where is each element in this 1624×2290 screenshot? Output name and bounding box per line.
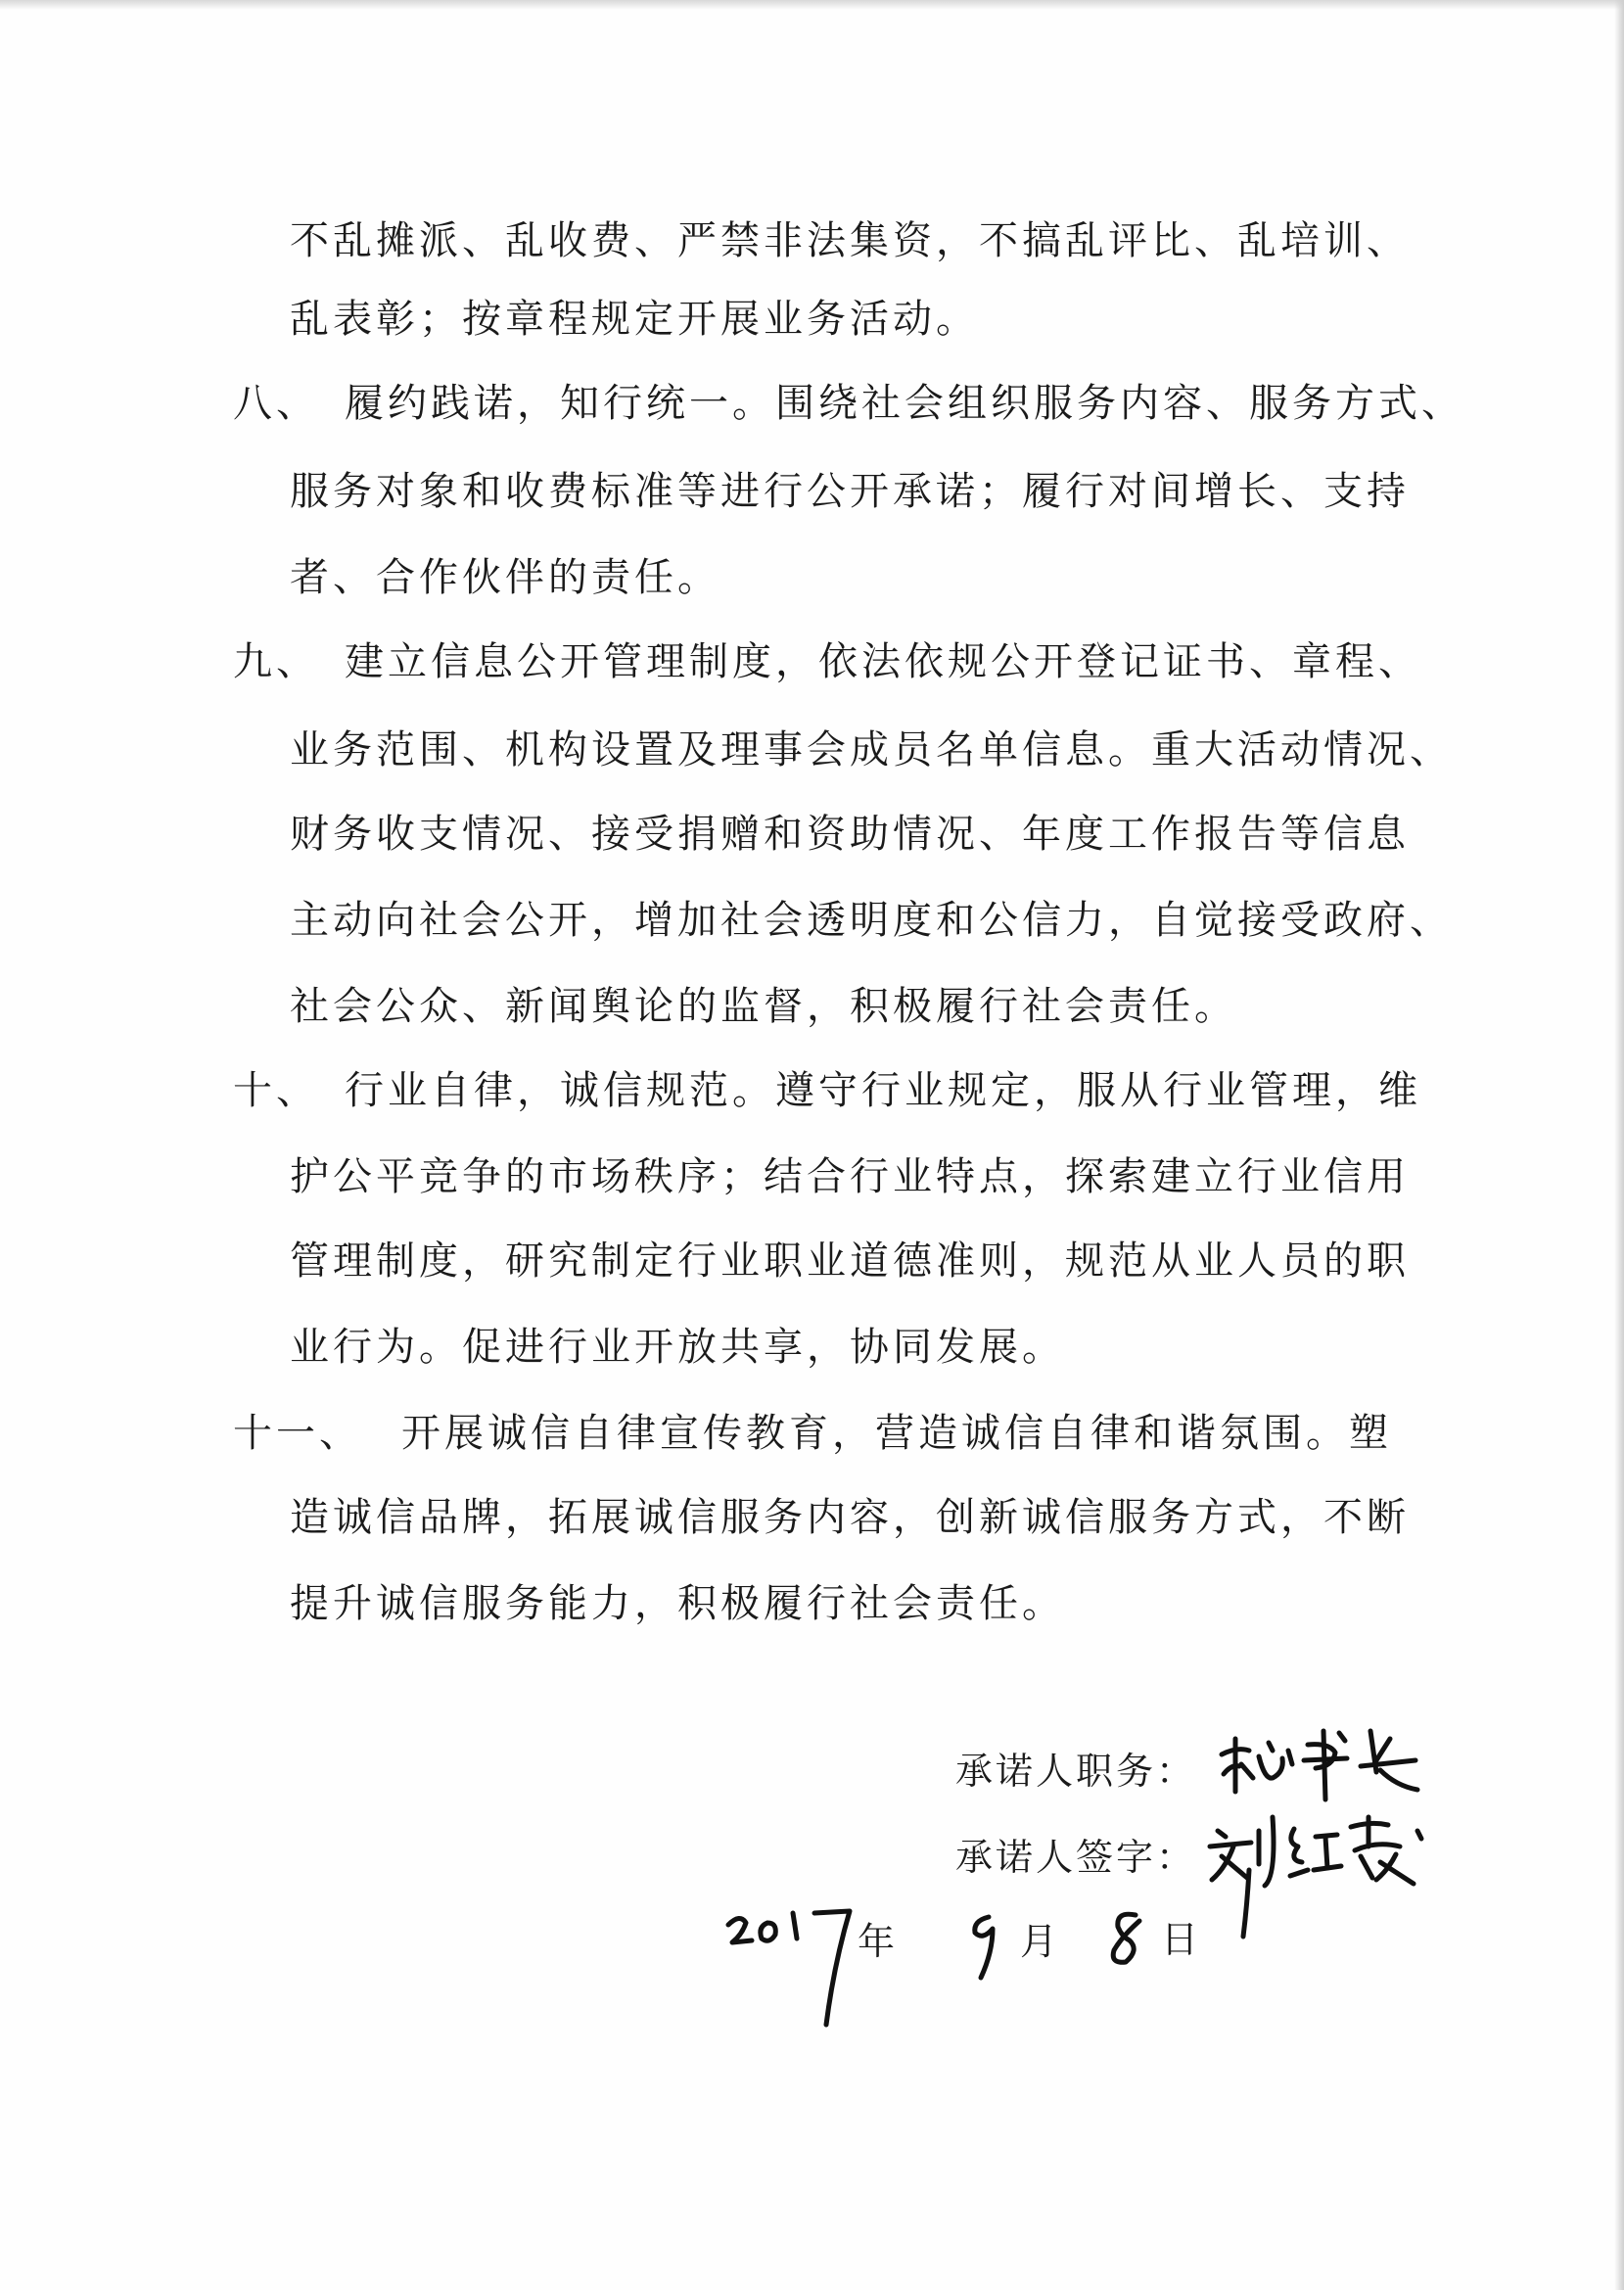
- handwritten-month: [959, 1909, 1018, 1987]
- item-8-number: 八、: [233, 381, 319, 426]
- handwritten-year: [724, 1905, 871, 2033]
- item-9-line-2: 业务范围、机构设置及理事会成员名单信息。重大活动情况、: [290, 727, 1453, 772]
- year-label: 年: [858, 1920, 899, 1963]
- month-label: 月: [1020, 1920, 1061, 1963]
- handwritten-day: [1096, 1907, 1155, 1976]
- day-label: 日: [1161, 1918, 1202, 1961]
- item-11-line-1: 开展诚信自律宣传教育，营造诚信自律和谐氛围。塑: [401, 1411, 1392, 1456]
- item-8-line-1: 履约践诺，知行统一。围绕社会组织服务内容、服务方式、: [345, 381, 1464, 426]
- item-11-number: 十一、: [233, 1411, 362, 1456]
- item-9-line-1: 建立信息公开管理制度，依法依规公开登记证书、章程、: [345, 639, 1421, 684]
- scan-edge-top: [0, 0, 1624, 10]
- item-10-line-1: 行业自律，诚信规范。遵守行业规定，服从行业管理，维: [345, 1068, 1421, 1113]
- item-9-line-3: 财务收支情况、接受捐赠和资助情况、年度工作报告等信息: [290, 812, 1410, 857]
- signer-label: 承诺人签字：: [955, 1836, 1197, 1879]
- item-8-line-3: 者、合作伙伴的责任。: [290, 555, 720, 600]
- item-10-number: 十、: [233, 1068, 319, 1113]
- item-10-line-4: 业行为。促进行业开放共享，协同发展。: [290, 1325, 1065, 1370]
- item-11-line-3: 提升诚信服务能力，积极履行社会责任。: [290, 1581, 1065, 1626]
- item-11-line-2: 造诚信品牌，拓展诚信服务内容，创新诚信服务方式，不断: [290, 1495, 1410, 1540]
- handwritten-signature: [1204, 1807, 1439, 1944]
- intro-line-2: 乱表彰；按章程规定开展业务活动。: [290, 297, 979, 342]
- intro-line-1: 不乱摊派、乱收费、严禁非法集资，不搞乱评比、乱培训、: [290, 218, 1410, 263]
- item-9-line-4: 主动向社会公开，增加社会透明度和公信力，自觉接受政府、: [290, 898, 1453, 943]
- scan-edge-right: [1614, 0, 1624, 2290]
- item-8-line-2: 服务对象和收费标准等进行公开承诺；履行对间增长、支持: [290, 469, 1410, 514]
- position-label: 承诺人职务：: [955, 1750, 1197, 1793]
- item-9-line-5: 社会公众、新闻舆论的监督，积极履行社会责任。: [290, 984, 1237, 1029]
- item-10-line-2: 护公平竞争的市场秩序；结合行业特点，探索建立行业信用: [290, 1154, 1410, 1199]
- item-9-number: 九、: [233, 639, 319, 684]
- item-10-line-3: 管理制度，研究制定行业职业道德准则，规范从业人员的职: [290, 1238, 1410, 1284]
- handwritten-position: [1214, 1721, 1429, 1809]
